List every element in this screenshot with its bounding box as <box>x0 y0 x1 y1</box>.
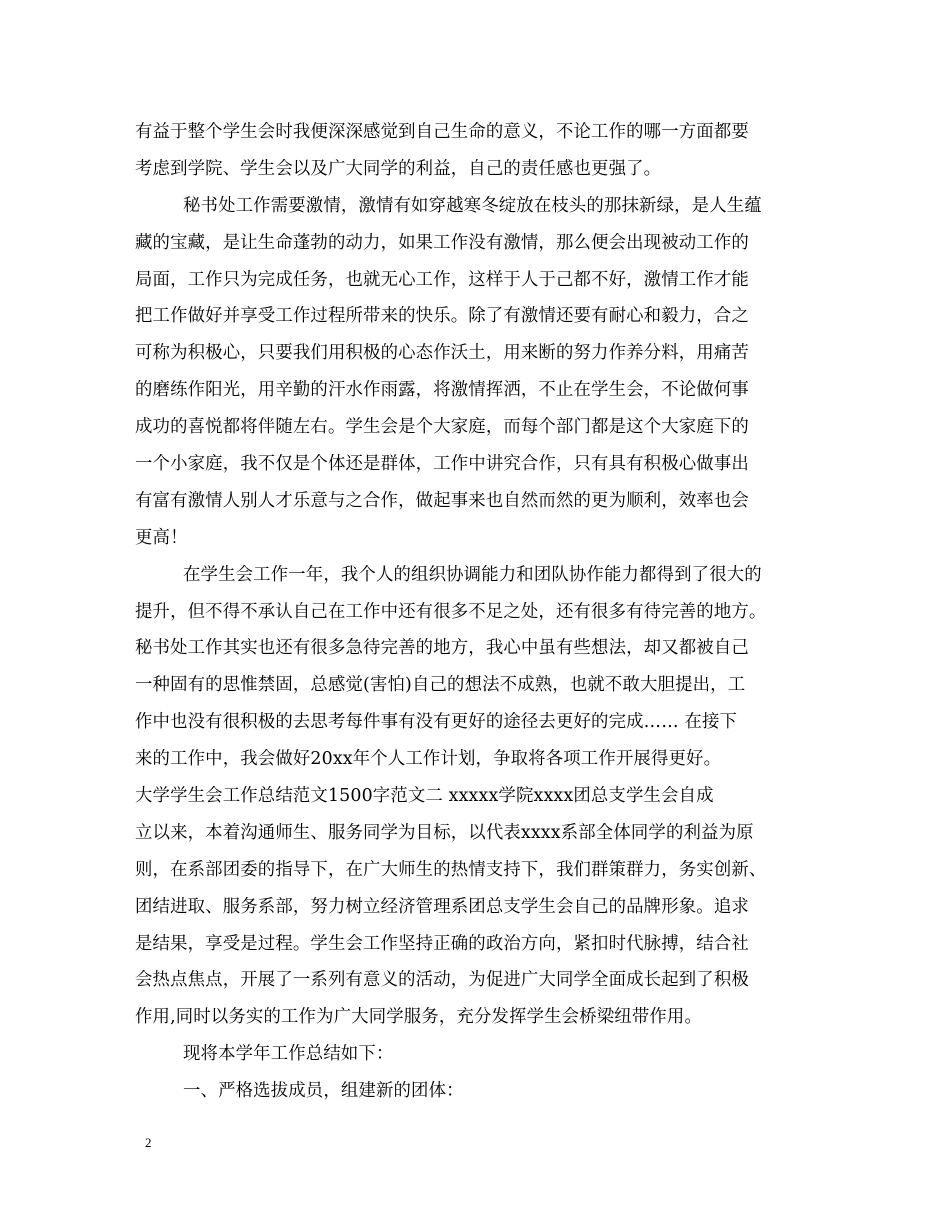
text-line: 一种固有的思惟禁固，总感觉(害怕)自己的想法不成熟，也就不敢大胆提出，工 <box>135 675 746 696</box>
text-line: 成功的喜悦都将伴随左右。学生会是个大家庭，而每个部门都是这个大家庭下的 <box>135 417 749 438</box>
text-line: 立以来，本着沟通师生、服务同学为目标，以代表xxxx系部全体同学的利益为原 <box>135 822 754 843</box>
text-line: 提升，但不得不承认自己在工作中还有很多不足之处，还有很多有待完善的地方。 <box>135 601 767 622</box>
text-line: 的磨练作阳光，用辛勤的汗水作雨露，将激情挥洒，不止在学生会，不论做何事 <box>135 380 749 401</box>
text-line: 现将本学年工作总结如下： <box>183 1044 394 1065</box>
text-line: 有益于整个学生会时我便深深感觉到自己生命的意义，不论工作的哪一方面都要 <box>135 122 749 142</box>
text-line: 更高！ <box>135 527 188 548</box>
text-line: 作中也没有很积极的去思考每件事有没有更好的途径去更好的完成…… 在接下 <box>135 712 738 733</box>
text-line: 秘书处工作其实也还有很多急待完善的地方，我心中虽有些想法，却又都被自己 <box>135 638 749 659</box>
text-line: 是结果，享受是过程。学生会工作坚持正确的政治方向，紧扣时代脉搏，结合社 <box>135 933 749 954</box>
text-line: 有富有激情人别人才乐意与之合作，做起事来也自然而然的更为顺利，效率也会 <box>135 490 749 511</box>
text-line: 局面，工作只为完成任务，也就无心工作，这样于人于己都不好，激情工作才能 <box>135 269 749 290</box>
page-number: 2 <box>145 1135 152 1150</box>
text-line: 一个小家庭，我不仅是个体还是群体，工作中讲究合作，只有具有积极心做事出 <box>135 454 749 475</box>
text-line: 秘书处工作需要激情，激情有如穿越寒冬绽放在枝头的那抹新绿，是人生蕴 <box>183 195 762 216</box>
text-line: 考虑到学院、学生会以及广大同学的利益，自己的责任感也更强了。 <box>135 158 662 179</box>
text-line: 则，在系部团委的指导下，在广大师生的热情支持下，我们群策群力，务实创新、 <box>135 859 767 880</box>
text-line: 团结进取、服务系部，努力树立经济管理系团总支学生会自己的品牌形象。追求 <box>135 896 749 917</box>
text-line: 藏的宝藏，是让生命蓬勃的动力，如果工作没有激情，那么便会出现被动工作的 <box>135 232 749 253</box>
text-line: 大学学生会工作总结范文1500字范文二 xxxxx学院xxxx团总支学生会自成 <box>135 786 714 807</box>
text-line: 可称为积极心，只要我们用积极的心态作沃土，用来断的努力作养分料，用痛苦 <box>135 343 749 364</box>
text-line: 作用,同时以务实的工作为广大同学服务，充分发挥学生会桥梁纽带作用。 <box>135 1007 702 1028</box>
text-line: 在学生会工作一年，我个人的组织协调能力和团队协作能力都得到了很大的 <box>183 564 762 585</box>
text-line: 把工作做好并享受工作过程所带来的快乐。除了有激情还要有耐心和毅力，合之 <box>135 306 749 327</box>
text-line: 一、严格选拔成员，组建新的团体： <box>183 1081 464 1102</box>
text-line: 来的工作中，我会做好20xx年个人工作计划，争取将各项工作开展得更好。 <box>135 749 722 770</box>
text-line: 会热点焦点，开展了一系列有意义的活动，为促进广大同学全面成长起到了积极 <box>135 970 749 991</box>
document-body <box>135 114 815 1110</box>
